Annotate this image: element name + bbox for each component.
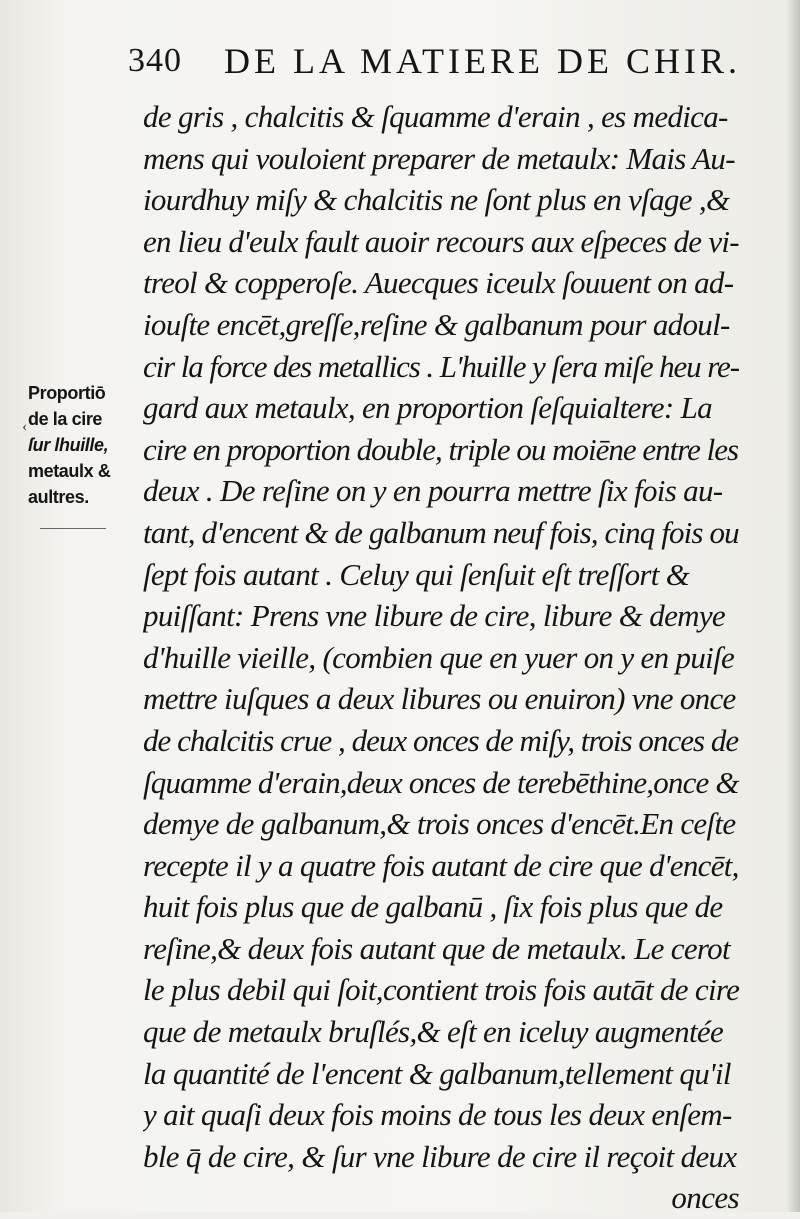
text-line: mettre iuſques a deux libures ou enuiron) vne once [143, 681, 736, 717]
text-line: que de metaulx bruſlés,& eſt en iceluy augmentée [143, 1014, 724, 1050]
text-line: cire en proportion double, triple ou moiēne entre les [143, 431, 739, 467]
text-line: y ait quaſi deux fois moins de tous les deux enſem- [143, 1097, 732, 1133]
text-line: ſquamme d'erain,deux onces de terebēthine,once & [143, 764, 739, 800]
text-line: huit fois plus que de galbanū , ſix fois plus que de [143, 889, 723, 925]
page-number: 340 [128, 42, 182, 79]
text-line: ble q̄ de cire, & ſur vne libure de cire il reçoit deux [143, 1138, 737, 1174]
text-line: tant, d'encent & de galbanum neuf fois, cinq fois ou [143, 514, 739, 550]
text-line: puiſſant: Prens vne libure de cire, libure & demye [143, 598, 726, 634]
margin-note-line: aultres. [28, 487, 89, 507]
text-line: ſept fois autant . Celuy qui ſenſuit eſt treſſort & [143, 556, 690, 592]
running-header [128, 38, 778, 88]
margin-note-line: Proportiō [28, 383, 106, 403]
text-line: gard aux metaulx, en proportion ſeſquialtere: La [143, 390, 712, 426]
running-title: DE LA MATIERE DE CHIR. [224, 41, 741, 81]
page-edge-shadow [786, 0, 800, 1212]
text-line: la quantité de l'encent & galbanum,tellement qu'il [143, 1055, 731, 1091]
text-line: demye de galbanum,& trois onces d'encēt.En ceſte [143, 806, 736, 842]
margin-note-line: ſur lhuille, [28, 435, 109, 455]
text-line: iourdhuy miſy & chalcitis ne ſont plus en vſage ,& [143, 182, 730, 218]
text-line: cir la force des metallics . L'huille y ſera miſe heu re- [143, 348, 739, 384]
text-line: d'huille vieille, (combien que en yuer on y en puiſe [143, 639, 735, 675]
text-line: recepte il y a quatre fois autant de cire que d'encēt, [143, 847, 739, 883]
text-line: iouſte encēt,greſſe,reſine & galbanum pour adoul- [143, 306, 730, 342]
margin-note-line: de la cire [28, 409, 103, 429]
text-line: le plus debil qui ſoit,contient trois fois autāt de cire [143, 972, 740, 1008]
catchword: onces [671, 1180, 739, 1216]
text-line: en lieu d'eulx fault auoir recours aux eſpeces de vi- [143, 223, 739, 259]
text-line: reſine,& deux fois autant que de metaulx. Le cerot [143, 930, 730, 966]
text-line: deux . De reſine on y en pourra mettre ſix fois au- [143, 473, 723, 509]
margin-pointer-mark: ‹ [22, 418, 28, 435]
text-line: de chalcitis crue , deux onces de miſy, trois onces de [143, 722, 739, 758]
text-line: treol & copperoſe. Auecques iceulx ſouuent on ad- [143, 265, 734, 301]
margin-note-line: metaulx & [28, 461, 111, 481]
margin-note [28, 380, 144, 510]
body-text [143, 96, 743, 1219]
text-line: de gris , chalcitis & ſquamme d'erain , es medica- [143, 99, 728, 134]
margin-note-rule [40, 528, 106, 529]
text-line: mens qui vouloient preparer de metaulx: Mais Au- [143, 140, 735, 176]
